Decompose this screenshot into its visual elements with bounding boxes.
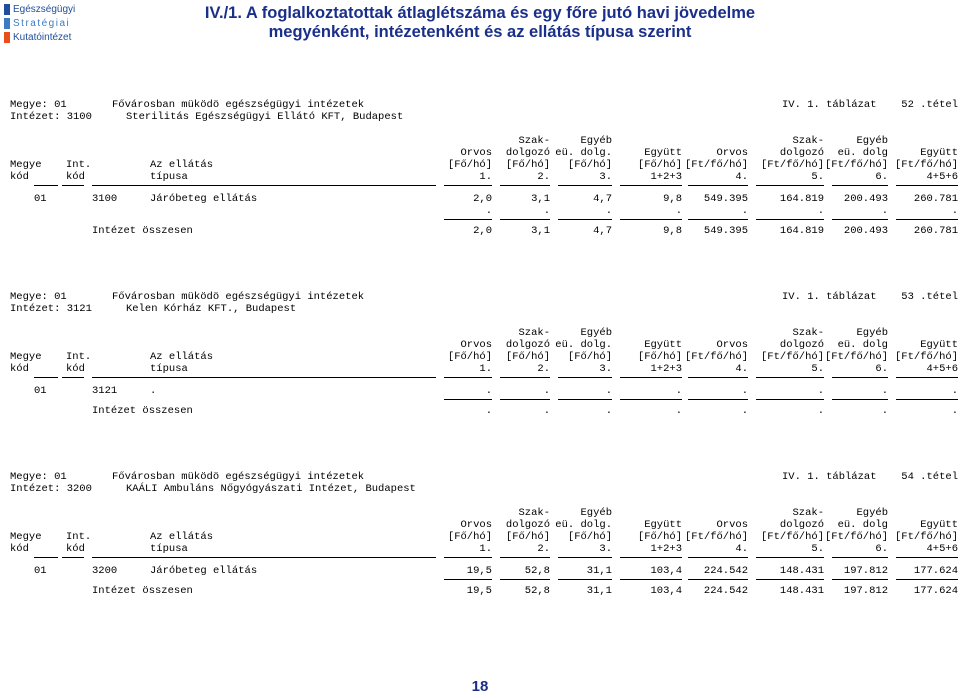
column-header-1: Szak- — [792, 135, 824, 147]
total-rule — [444, 219, 492, 220]
page-number: 18 — [471, 678, 489, 695]
total-rule — [620, 399, 682, 400]
total-rule — [558, 399, 612, 400]
header-rule — [688, 377, 748, 378]
header-rule — [62, 557, 84, 558]
intezet-osszesen-label: Intézet összesen — [92, 225, 193, 237]
table-cell: . — [485, 385, 492, 397]
table-cell: . — [951, 385, 958, 397]
column-unit: [Fő/hó] — [505, 351, 550, 363]
total-cell: . — [881, 405, 888, 417]
total-cell: . — [485, 405, 492, 417]
header-rule — [756, 185, 824, 186]
total-rule — [500, 579, 550, 580]
column-number: 5. — [811, 543, 824, 555]
row-megye-code: 01 — [34, 193, 47, 205]
column-number: 4+5+6 — [926, 543, 958, 555]
header-rule — [500, 377, 550, 378]
column-header-3-left: Int. — [66, 159, 92, 171]
column-header-2: eü. dolg. — [555, 339, 612, 351]
column-number: 2. — [537, 171, 550, 183]
column-header-2: Orvos — [460, 147, 492, 159]
megye-name: Fővárosban müködö egészségügyi intézetek — [112, 471, 365, 483]
page-title — [100, 4, 860, 42]
column-unit: [Ft/fő/hó] — [894, 159, 958, 171]
title-line-1: IV./1. A foglalkoztatottak átlaglétszáma és egy főre jutó havi jövedelme — [204, 4, 756, 22]
total-rule — [558, 219, 612, 220]
column-unit: [Ft/fő/hó] — [824, 531, 888, 543]
column-header-3-left: Int. — [66, 351, 92, 363]
total-rule — [500, 219, 550, 220]
row-megye-code: 01 — [34, 385, 47, 397]
total-cell: . — [951, 405, 958, 417]
column-number: 4+5+6 — [926, 363, 958, 375]
total-rule — [832, 219, 888, 220]
column-header-1: Egyéb — [856, 135, 888, 147]
header-rule — [34, 557, 58, 558]
column-unit: [Ft/fő/hó] — [760, 159, 824, 171]
row-megye-code: 01 — [34, 565, 47, 577]
column-header-3-left: Megye — [10, 351, 42, 363]
column-number: 6. — [875, 363, 888, 375]
table-cell: . — [485, 205, 492, 217]
column-header-2: Orvos — [460, 339, 492, 351]
total-rule — [688, 399, 748, 400]
table-cell: 224.542 — [703, 565, 748, 577]
table-cell: 549.395 — [703, 193, 748, 205]
table-cell: 177.624 — [913, 565, 958, 577]
megye-name: Fővárosban müködö egészségügyi intézetek — [112, 291, 365, 303]
column-header-2: Orvos — [716, 147, 748, 159]
header-rule — [34, 185, 58, 186]
report-block — [0, 99, 960, 289]
column-unit: [Fő/hó] — [637, 159, 682, 171]
column-header-4-left: kód — [66, 363, 85, 375]
title-line-2: megyénként, intézetenként és az ellátás típusa szerint — [268, 23, 692, 41]
column-header-2: Együtt — [644, 519, 682, 531]
header-rule — [896, 377, 958, 378]
column-unit: [Ft/fő/hó] — [824, 159, 888, 171]
total-rule — [620, 219, 682, 220]
row-int-code: 3121 — [92, 385, 118, 397]
column-header-1: Szak- — [518, 135, 550, 147]
total-cell: 549.395 — [703, 225, 748, 237]
header-rule — [896, 557, 958, 558]
total-cell: . — [741, 405, 748, 417]
column-header-1: Egyéb — [580, 327, 612, 339]
column-header-1: Egyéb — [580, 507, 612, 519]
column-header-2: dolgozó — [505, 147, 550, 159]
column-unit: [Fő/hó] — [505, 531, 550, 543]
total-rule — [896, 399, 958, 400]
total-rule — [756, 399, 824, 400]
report-block — [0, 291, 960, 481]
column-number: 2. — [537, 363, 550, 375]
table-cell: 3,1 — [531, 193, 550, 205]
column-header-4-left: típusa — [150, 171, 188, 183]
header-rule — [756, 377, 824, 378]
header-rule — [832, 377, 888, 378]
intezet-label: Intézet: 3200 — [10, 483, 92, 495]
column-number: 1+2+3 — [650, 171, 682, 183]
header-rule — [688, 557, 748, 558]
column-number: 4. — [735, 363, 748, 375]
column-number: 5. — [811, 363, 824, 375]
intezet-name: Sterilitás Egészségügyi Ellátó KFT, Budapest — [126, 111, 404, 123]
tetel-number: 54 .tétel — [901, 471, 958, 483]
table-cell: . — [741, 205, 748, 217]
column-unit: [Fő/hó] — [447, 531, 492, 543]
column-header-2: dolgozó — [779, 519, 824, 531]
column-unit: [Ft/fő/hó] — [760, 531, 824, 543]
table-cell: 200.493 — [843, 193, 888, 205]
column-header-4-left: kód — [10, 543, 29, 555]
table-cell: . — [881, 385, 888, 397]
column-unit: [Ft/fő/hó] — [894, 531, 958, 543]
megye-label: Megye: 01 — [10, 291, 67, 303]
logo-line-1: Egészségügyi — [13, 3, 76, 15]
column-header-1: Szak- — [518, 327, 550, 339]
column-header-2: eü. dolg. — [555, 147, 612, 159]
table-cell: . — [675, 385, 682, 397]
column-header-2: dolgozó — [779, 147, 824, 159]
header-rule — [832, 185, 888, 186]
total-cell: 52,8 — [524, 585, 550, 597]
total-cell: 2,0 — [473, 225, 492, 237]
column-header-4-left: típusa — [150, 543, 188, 555]
table-cell: 19,5 — [466, 565, 492, 577]
table-cell: . — [881, 205, 888, 217]
column-number: 3. — [599, 363, 612, 375]
header-rule — [558, 557, 612, 558]
total-rule — [500, 399, 550, 400]
column-unit: [Fő/hó] — [447, 159, 492, 171]
total-rule — [756, 579, 824, 580]
column-header-2: dolgozó — [505, 519, 550, 531]
intezet-name: Kelen Kórház KFT., Budapest — [126, 303, 297, 315]
column-header-4-left: kód — [10, 171, 29, 183]
column-unit: [Fő/hó] — [567, 159, 612, 171]
total-cell: 260.781 — [913, 225, 958, 237]
table-cell: . — [543, 205, 550, 217]
column-header-2: Orvos — [716, 519, 748, 531]
total-cell: 177.624 — [913, 585, 958, 597]
header-rule — [500, 557, 550, 558]
total-cell: 4,7 — [593, 225, 612, 237]
total-rule — [832, 399, 888, 400]
column-unit: [Ft/fő/hó] — [824, 351, 888, 363]
column-number: 4. — [735, 171, 748, 183]
total-cell: . — [605, 405, 612, 417]
report-block — [0, 471, 960, 661]
table-cell: 4,7 — [593, 193, 612, 205]
column-header-1: Szak- — [518, 507, 550, 519]
total-rule — [896, 219, 958, 220]
total-cell: 164.819 — [779, 225, 824, 237]
row-ellatas-tipus: Járóbeteg ellátás — [150, 565, 258, 577]
column-header-2: dolgozó — [505, 339, 550, 351]
column-unit: [Ft/fő/hó] — [684, 351, 748, 363]
column-unit: [Fő/hó] — [447, 351, 492, 363]
table-cell: . — [605, 385, 612, 397]
table-cell: 103,4 — [650, 565, 682, 577]
header-rule — [620, 185, 682, 186]
table-cell: 9,8 — [663, 193, 682, 205]
total-cell: 31,1 — [586, 585, 612, 597]
logo-line-3: Kutatóintézet — [13, 31, 72, 43]
column-number: 1+2+3 — [650, 543, 682, 555]
table-cell: . — [741, 385, 748, 397]
header-rule — [92, 377, 436, 378]
column-header-4-left: kód — [66, 543, 85, 555]
intezet-osszesen-label: Intézet összesen — [92, 585, 193, 597]
total-cell: 200.493 — [843, 225, 888, 237]
logo-line-2: Stratégiai — [13, 17, 71, 29]
header-rule — [620, 377, 682, 378]
column-header-2: Orvos — [460, 519, 492, 531]
header-rule — [62, 185, 84, 186]
table-cell: . — [605, 205, 612, 217]
column-header-3-left: Az ellátás — [150, 351, 214, 363]
column-number: 1. — [479, 171, 492, 183]
total-rule — [444, 579, 492, 580]
column-header-3-left: Megye — [10, 531, 42, 543]
intezet-name: KAÁLI Ambuláns Nőgyógyászati Intézet, Budapest — [126, 483, 416, 495]
total-cell: . — [543, 405, 550, 417]
header-rule — [444, 557, 492, 558]
column-header-3-left: Megye — [10, 159, 42, 171]
column-header-2: dolgozó — [779, 339, 824, 351]
row-ellatas-tipus: . — [150, 385, 157, 397]
total-cell: . — [817, 405, 824, 417]
column-header-4-left: kód — [10, 363, 29, 375]
total-rule — [620, 579, 682, 580]
column-number: 6. — [875, 543, 888, 555]
column-header-4-left: típusa — [150, 363, 188, 375]
table-cell: 260.781 — [913, 193, 958, 205]
megye-label: Megye: 01 — [10, 99, 67, 111]
column-number: 5. — [811, 171, 824, 183]
header-rule — [558, 185, 612, 186]
column-header-1: Egyéb — [580, 135, 612, 147]
header-rule — [620, 557, 682, 558]
column-header-2: Együtt — [920, 519, 958, 531]
total-cell: 3,1 — [531, 225, 550, 237]
table-cell: 52,8 — [524, 565, 550, 577]
table-cell: . — [543, 385, 550, 397]
column-header-1: Szak- — [792, 507, 824, 519]
header-rule — [832, 557, 888, 558]
intezet-osszesen-label: Intézet összesen — [92, 405, 193, 417]
column-header-1: Egyéb — [856, 507, 888, 519]
column-number: 1. — [479, 363, 492, 375]
column-header-2: eü. dolg — [837, 339, 888, 351]
total-cell: 148.431 — [779, 585, 824, 597]
column-header-2: Együtt — [920, 339, 958, 351]
row-int-code: 3100 — [92, 193, 118, 205]
table-ref: IV. 1. táblázat — [782, 471, 877, 483]
column-header-2: eü. dolg — [837, 519, 888, 531]
total-cell: . — [675, 405, 682, 417]
header-rule — [756, 557, 824, 558]
column-number: 1. — [479, 543, 492, 555]
column-unit: [Ft/fő/hó] — [760, 351, 824, 363]
table-cell: . — [817, 385, 824, 397]
column-unit: [Ft/fő/hó] — [684, 159, 748, 171]
header-rule — [500, 185, 550, 186]
header-rule — [444, 185, 492, 186]
column-unit: [Fő/hó] — [567, 351, 612, 363]
column-header-3-left: Az ellátás — [150, 531, 214, 543]
header-rule — [62, 377, 84, 378]
total-rule — [832, 579, 888, 580]
column-number: 6. — [875, 171, 888, 183]
column-unit: [Ft/fő/hó] — [894, 351, 958, 363]
table-cell: . — [675, 205, 682, 217]
total-rule — [558, 579, 612, 580]
column-header-3-left: Az ellátás — [150, 159, 214, 171]
intezet-label: Intézet: 3100 — [10, 111, 92, 123]
column-header-2: eü. dolg — [837, 147, 888, 159]
tetel-number: 53 .tétel — [901, 291, 958, 303]
total-rule — [896, 579, 958, 580]
table-cell: . — [817, 205, 824, 217]
column-unit: [Fő/hó] — [505, 159, 550, 171]
logo — [4, 2, 92, 46]
table-ref: IV. 1. táblázat — [782, 99, 877, 111]
table-cell: 164.819 — [779, 193, 824, 205]
header-rule — [558, 377, 612, 378]
total-cell: 224.542 — [703, 585, 748, 597]
column-unit: [Fő/hó] — [637, 531, 682, 543]
column-number: 2. — [537, 543, 550, 555]
column-header-4-left: kód — [66, 171, 85, 183]
header-rule — [444, 377, 492, 378]
row-ellatas-tipus: Járóbeteg ellátás — [150, 193, 258, 205]
column-header-1: Szak- — [792, 327, 824, 339]
tetel-number: 52 .tétel — [901, 99, 958, 111]
column-number: 4+5+6 — [926, 171, 958, 183]
column-number: 1+2+3 — [650, 363, 682, 375]
column-number: 3. — [599, 543, 612, 555]
table-cell: 148.431 — [779, 565, 824, 577]
table-cell: . — [951, 205, 958, 217]
header-rule — [688, 185, 748, 186]
total-rule — [688, 579, 748, 580]
column-number: 4. — [735, 543, 748, 555]
header-rule — [896, 185, 958, 186]
column-header-2: Együtt — [644, 147, 682, 159]
row-int-code: 3200 — [92, 565, 118, 577]
table-cell: 197.812 — [843, 565, 888, 577]
total-rule — [756, 219, 824, 220]
column-header-2: Orvos — [716, 339, 748, 351]
column-header-2: Együtt — [920, 147, 958, 159]
column-unit: [Ft/fő/hó] — [684, 531, 748, 543]
total-cell: 9,8 — [663, 225, 682, 237]
megye-name: Fővárosban müködö egészségügyi intézetek — [112, 99, 365, 111]
column-number: 3. — [599, 171, 612, 183]
header-rule — [92, 185, 436, 186]
total-rule — [688, 219, 748, 220]
column-header-1: Egyéb — [856, 327, 888, 339]
table-ref: IV. 1. táblázat — [782, 291, 877, 303]
header-rule — [92, 557, 436, 558]
total-cell: 197.812 — [843, 585, 888, 597]
table-cell: 2,0 — [473, 193, 492, 205]
total-cell: 103,4 — [650, 585, 682, 597]
total-rule — [444, 399, 492, 400]
column-header-3-left: Int. — [66, 531, 92, 543]
column-header-2: Együtt — [644, 339, 682, 351]
column-unit: [Fő/hó] — [567, 531, 612, 543]
megye-label: Megye: 01 — [10, 471, 67, 483]
header-rule — [34, 377, 58, 378]
table-cell: 31,1 — [586, 565, 612, 577]
column-header-2: eü. dolg. — [555, 519, 612, 531]
total-cell: 19,5 — [466, 585, 492, 597]
column-unit: [Fő/hó] — [637, 351, 682, 363]
intezet-label: Intézet: 3121 — [10, 303, 92, 315]
